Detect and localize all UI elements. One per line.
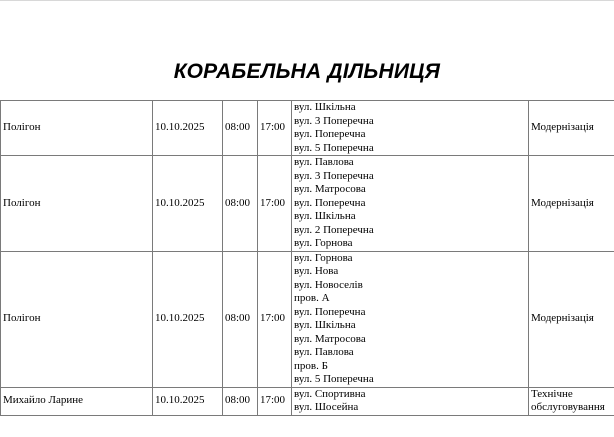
addresses-cell: [292, 156, 529, 252]
work-type-cell: Модернізація: [529, 156, 614, 252]
end-time-cell: 17:00: [258, 251, 292, 387]
addresses-cell: [292, 101, 529, 156]
table-row: [1, 387, 614, 415]
table-row: [1, 156, 614, 252]
address-line: вул. Шосейна: [294, 401, 359, 413]
page-title: КОРАБЕЛЬНА ДІЛЬНИЦЯ: [173, 60, 441, 83]
address-line: вул. 3 Поперечна: [294, 169, 374, 182]
work-type-cell: Модернізація: [529, 101, 614, 156]
address-line: вул. Поперечна: [294, 128, 366, 140]
start-time-cell: 08:00: [223, 101, 258, 156]
location-cell: Михайло Ларине: [1, 387, 153, 415]
address-line: вул. Горнова: [294, 251, 353, 264]
date-cell: 10.10.2025: [153, 251, 223, 387]
table-row: [1, 251, 614, 387]
address-line: вул. Поперечна: [294, 305, 366, 318]
address-line: пров. Б: [294, 359, 328, 372]
end-time-cell: 17:00: [258, 387, 292, 415]
date-cell: 10.10.2025: [153, 156, 223, 252]
addresses-cell: [292, 251, 529, 387]
start-time-cell: 08:00: [223, 156, 258, 252]
start-time-cell: 08:00: [223, 251, 258, 387]
address-line: вул. Шкільна: [294, 210, 356, 222]
address-line: вул. Спортивна: [294, 387, 366, 400]
address-line: вул. Горнова: [294, 237, 353, 249]
start-time-cell: 08:00: [223, 387, 258, 415]
date-cell: 10.10.2025: [153, 101, 223, 156]
end-time-cell: 17:00: [258, 101, 292, 156]
address-line: пров. А: [294, 292, 330, 304]
work-type-cell: Модернізація: [529, 251, 614, 387]
address-line: вул. 3 Поперечна: [294, 114, 374, 127]
address-line: вул. 2 Поперечна: [294, 223, 374, 236]
outage-schedule-table: [0, 100, 614, 416]
address-line: вул. Новоселів: [294, 278, 363, 291]
address-line: вул. Поперечна: [294, 196, 366, 209]
address-line: вул. Павлова: [294, 346, 354, 358]
location-cell: Полігон: [1, 156, 153, 252]
location-cell: Полігон: [1, 251, 153, 387]
address-line: вул. Матросова: [294, 183, 366, 195]
end-time-cell: 17:00: [258, 156, 292, 252]
location-cell: Полігон: [1, 101, 153, 156]
address-line: вул. 5 Поперечна: [294, 373, 374, 385]
address-line: вул. 5 Поперечна: [294, 141, 374, 154]
address-line: вул. Матросова: [294, 332, 366, 345]
address-line: вул. Шкільна: [294, 101, 356, 113]
address-line: вул. Шкільна: [294, 319, 356, 331]
table-row: [1, 101, 614, 156]
addresses-cell: [292, 387, 529, 415]
date-cell: 10.10.2025: [153, 387, 223, 415]
address-line: вул. Павлова: [294, 156, 354, 168]
work-type-cell: Технічне обслуговування: [529, 387, 614, 415]
address-line: вул. Нова: [294, 265, 339, 277]
